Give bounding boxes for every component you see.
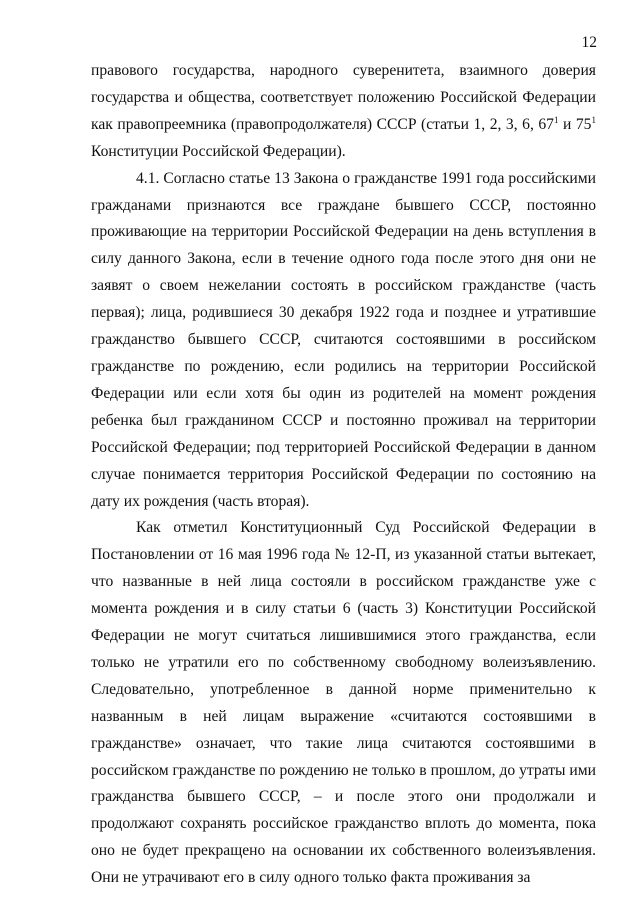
paragraph-text: 4.1. Согласно статье 13 Закона о гражданстве 1991 года российскими гражданами признаются все граждане бывшего СССР, постоянно проживающие на территории Российской Федерации на день вступления в силу данного Закона, если в течение одного года после этого дня они не заявят о своем нежелании состоять в российском гражданстве (часть первая); лица, родившиеся 30 декабря 1922 года и позднее и утратившие гражданство бывшего СССР, считаются состоявшими в российском гражданстве по рождению, если родились на территории Российской Федерации или если хотя бы один из родителей на момент рождения ребенка был гражданином СССР и постоянно проживал на территории Российской Федерации; под территорией Российской Федерации в данном случае понимается территория Российской Федерации по состоянию на дату их рождения (часть вторая). bbox=[91, 169, 596, 510]
paragraph-text: Конституции Российской Федерации). bbox=[91, 142, 346, 160]
paragraph-text: правового государства, народного суверенитета, взаимного доверия государства и общества, соответствует положению Российской Федерации как правопреемника (правопродолжателя) СССР (статьи 1, 2, 3, 6, 67 bbox=[91, 62, 596, 133]
page-number: 12 bbox=[581, 34, 597, 51]
superscript: 1 bbox=[591, 114, 596, 125]
paragraph-text: Как отметил Конституционный Суд Российской Федерации в Постановлении от 16 мая 1996 года № 12-П, из указанной статьи вытекает, что названные в ней лица состояли в российском гражданстве уже с момента рождения и в силу статьи 6 (часть 3) Конституции Российской Федерации не могут считаться лишившимися этого гражданства, если только не утратили его по собственному свободному волеизъявлению. Следовательно, употребленное в данной норме применительно к названным в ней лицам выражение «считаются состоявшими в гражданстве» означает, что такие лица считаются состоявшими в российском гражданстве по рождению не только в прошлом, до утраты ими гражданства бывшего СССР, – и после этого они продолжали и продолжают сохранять российское гражданство вплоть до момента, пока оно не будет прекращено на основании их собственного волеизъявления. Они не утрачивают его в силу одного только факта проживания за bbox=[91, 519, 596, 887]
paragraph-continuation bbox=[91, 58, 596, 166]
paragraph-text: и 75 bbox=[558, 115, 592, 133]
superscript: 1 bbox=[553, 114, 559, 125]
paragraph-court-ruling bbox=[91, 515, 596, 892]
document-body bbox=[91, 58, 596, 892]
paragraph-4-1 bbox=[91, 166, 596, 516]
